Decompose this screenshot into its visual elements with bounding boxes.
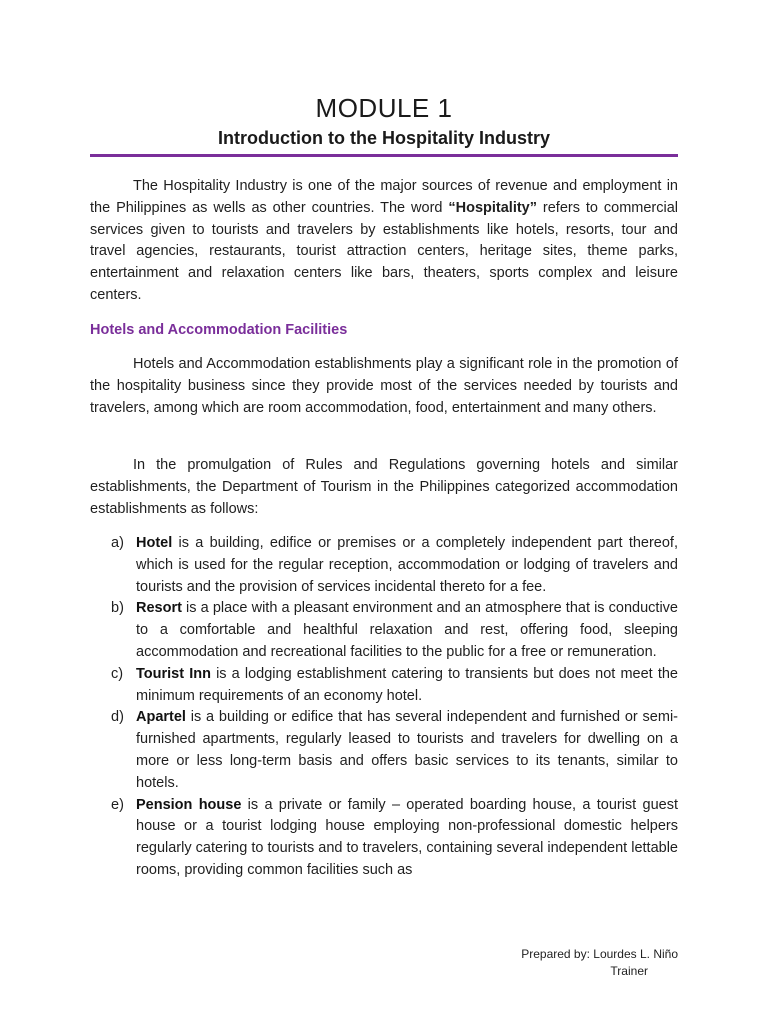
- list-item: [90, 664, 678, 708]
- list-marker: d): [111, 709, 124, 726]
- prepared-by: Prepared by: Lourdes L. Niño: [521, 947, 678, 961]
- list-marker: e): [111, 796, 124, 813]
- intro-paragraph: [90, 176, 678, 307]
- list-item: [90, 598, 678, 663]
- list-marker: c): [111, 665, 124, 682]
- list-item: [90, 795, 678, 882]
- module-subtitle: Introduction to the Hospitality Industry: [218, 128, 550, 148]
- list-item: [90, 533, 678, 598]
- list-term: Hotel: [136, 535, 173, 551]
- list-term: Tourist Inn: [136, 665, 211, 682]
- list-term: Pension house: [136, 796, 242, 813]
- intro-text-before: The Hospitality Industry is one of the major sources of revenue and employment in the Philippines as wells as other countries. The word: [90, 178, 678, 216]
- author-role: Trainer: [610, 964, 648, 978]
- list-description: is a building or edifice that has several independent and furnished or semi-furnished apartments, regularly leased to tourists and travelers for dwelling on a more or less long-term basis and offers basic services to its tenants, similar to hotels.: [136, 709, 678, 791]
- list-description: is a place with a pleasant environment and an atmosphere that is conductive to a comfortable and healthful relaxation and rest, offering food, sleeping accommodation and recreational facilities to the public for a free or remuneration.: [136, 600, 678, 660]
- section-paragraph-1: Hotels and Accommodation establishments play a significant role in the promotion of the hospitality business since they provide most of the services needed by tourists and travelers, among which are room accommodation, food, entertainment and many others.: [90, 356, 678, 416]
- module-title: MODULE 1: [315, 93, 453, 123]
- list-term: Apartel: [136, 709, 186, 726]
- list-description: is a lodging establishment catering to transients but does not meet the minimum requirements of an economy hotel.: [136, 665, 678, 704]
- page-footer: [430, 946, 678, 980]
- section-paragraph-2: In the promulgation of Rules and Regulations governing hotels and similar establishments, the Department of Tourism in the Philippines categorized accommodation establishments as follows:: [90, 457, 678, 517]
- list-marker: a): [111, 535, 124, 551]
- section-heading: Hotels and Accommodation Facilities: [90, 322, 348, 338]
- intro-text-after: refers to commercial services given to tourists and travelers by establishments like hotels, resorts, tour and travel agencies, restaurants, tourist attraction centers, heritage sites, theme parks, entertainment and relaxation centers like bars, theaters, sports complex and leisure centers.: [90, 199, 678, 303]
- title-divider: [90, 154, 678, 157]
- list-description: is a private or family – operated boarding house, a tourist guest house or a tourist lodging house employing non-professional domestic helpers regularly catering to tourists and to travelers, containing several independent lettable rooms, providing common facilities such as: [136, 796, 678, 878]
- list-marker: b): [111, 600, 124, 617]
- category-list: [90, 533, 678, 882]
- list-item: [90, 707, 678, 794]
- intro-keyword: “Hospitality”: [448, 199, 537, 216]
- list-description: is a building, edifice or premises or a completely independent part thereof, which is used for the regular reception, accommodation or lodging of travelers and tourists and the provision of services incidental thereto for a fee.: [136, 535, 678, 595]
- list-term: Resort: [136, 600, 182, 617]
